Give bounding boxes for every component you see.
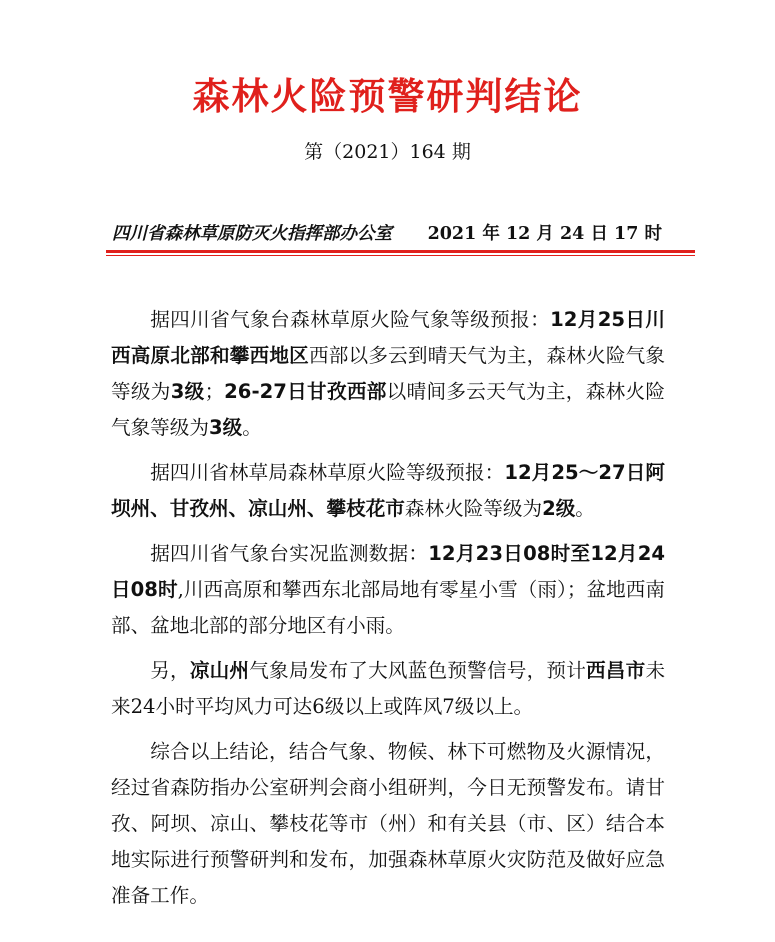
document-body [111, 302, 665, 923]
body-paragraph [111, 536, 665, 644]
text-run: 气象局发布了大风蓝色预警信号，预计 [249, 659, 586, 682]
text-run: 西部以多云到晴天气为主，森林火险气象等级为 [111, 344, 666, 403]
header-divider-thick [106, 250, 695, 253]
highlighted-text: 12月23日08时至12月24日08时 [111, 542, 666, 601]
highlighted-text: 26-27日甘孜西部 [224, 380, 387, 403]
text-run: 森林火险等级为 [404, 497, 543, 520]
text-run: 未来24小时平均风力可达6级以上或阵风7级以上。 [111, 659, 666, 718]
text-run: 据四川省林草局森林草原火险等级预报： [150, 461, 505, 484]
text-run: 据四川省气象台实况监测数据： [150, 542, 429, 565]
text-run: 据四川省气象台森林草原火险气象等级预报： [150, 308, 551, 331]
document-header [110, 221, 665, 247]
text-run: 以晴间多云天气为主，森林火险气象等级为 [111, 380, 666, 439]
body-paragraph [111, 734, 665, 914]
body-paragraph [111, 302, 665, 446]
highlighted-text: 12月25日川西高原北部和攀西地区 [111, 308, 665, 367]
text-run: ,川西高原和攀西东北部局地有零星小雪（雨）；盆地西南部、盆地北部的部分地区有小雨。 [111, 578, 665, 637]
highlighted-text: 凉山州 [189, 659, 250, 682]
text-run: 另， [150, 659, 190, 682]
highlighted-text: 3级 [208, 416, 243, 439]
issue-datetime: 2021 年 12 月 24 日 17 时 [427, 224, 662, 244]
highlighted-text: 西昌市 [586, 659, 646, 682]
issuing-office: 四川省森林草原防灭火指挥部办公室 [112, 224, 392, 244]
issue-number: 第（2021）164 期 [304, 141, 471, 163]
text-run: 综合以上结论，结合气象、物候、林下可燃物及火源情况，经过省森防指办公室研判会商小组研判，今日无预警发布。请甘孜、阿坝、凉山、攀枝花等市（州）和有关县（市、区）结合本地实际进行预警研判和发布，加强森林草原火灾防范及做好应急准备工作。 [111, 740, 665, 907]
highlighted-text: 3级 [170, 380, 205, 403]
header-divider-thin [106, 255, 695, 256]
text-run: ； [204, 380, 225, 403]
highlighted-text: 12月25～27日阿坝州、甘孜州、凉山州、攀枝花市 [111, 461, 665, 520]
document-title: 森林火险预警研判结论 [192, 74, 583, 118]
body-paragraph [111, 653, 665, 725]
body-paragraph [111, 455, 665, 527]
highlighted-text: 2级 [542, 497, 576, 520]
text-run: 。 [242, 416, 262, 439]
text-run: 。 [575, 497, 595, 520]
